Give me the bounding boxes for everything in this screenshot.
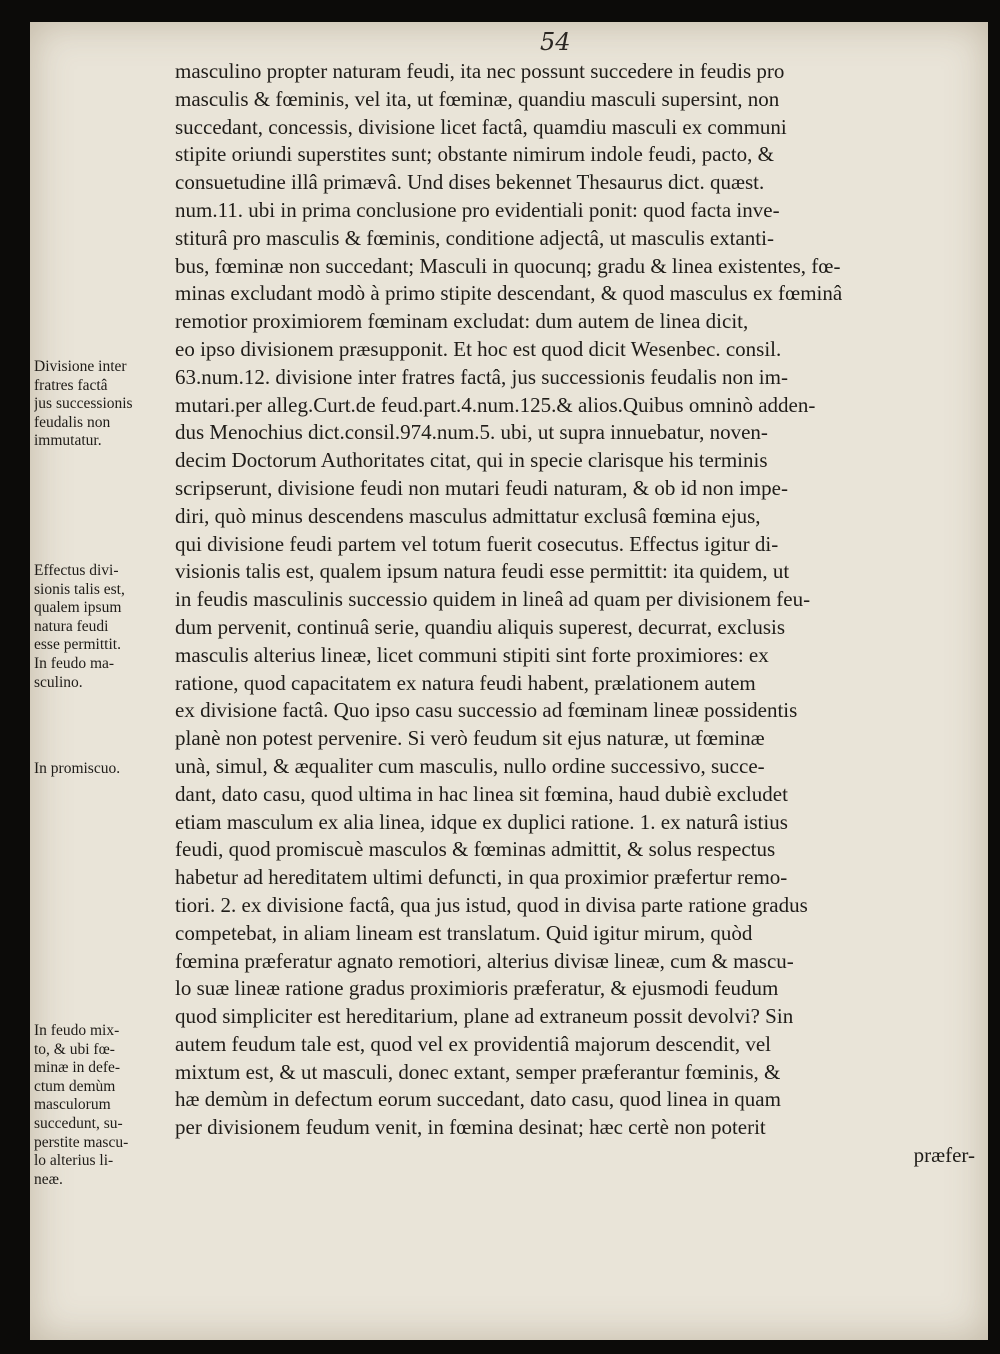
text-line: masculis & fœminis, vel ita, ut fœminæ, quandiu masculi supersint, non	[175, 86, 780, 111]
page-number: 54	[540, 28, 571, 56]
text-line: autem feudum tale est, quod vel ex providentiâ majorum descendit, vel	[175, 1031, 771, 1056]
text-line: remotior proximiorem fœminam excludat: dum autem de linea dicit,	[175, 309, 749, 334]
text-line: per divisionem feudum venit, in fœmina desinat; hæc certè non poterit	[175, 1115, 766, 1140]
text-line: diri, quò minus descendens masculus admittatur exclusâ fœmina ejus,	[175, 503, 761, 528]
text-line: feudi, quod promiscuè masculos & fœminas admittit, & solus respectus	[175, 837, 776, 862]
text-line: lo suæ lineæ ratione gradus proximioris præferatur, & ejusmodi feudum	[175, 976, 779, 1001]
text-line: ex divisione factâ. Quo ipso casu successio ad fœminam lineæ possidentis	[175, 698, 798, 723]
text-line: fœmina præferatur agnato remotiori, alterius divisæ lineæ, cum & mascu-	[175, 948, 794, 973]
text-line: num.11. ubi in prima conclusione pro evidentiali ponit: quod facta inve-	[175, 197, 780, 222]
text-line: consuetudine illâ primævâ. Und dises bekennet Thesaurus dict. quæst.	[175, 170, 765, 195]
text-line: hæ demùm in defectum eorum succedant, dato casu, quod linea in quam	[175, 1087, 781, 1112]
catchword: præfer-	[913, 1143, 975, 1168]
text-line: habetur ad hereditatem ultimi defuncti, in qua proximior præfertur remo-	[175, 865, 788, 890]
text-line: etiam masculum ex alia linea, idque ex duplici ratione. 1. ex naturâ istius	[175, 809, 788, 834]
margin-note-line: In feudo mix-	[34, 1022, 120, 1039]
margin-note-line: feudalis non	[34, 413, 111, 431]
text-line: succedant, concessis, divisione licet factâ, quamdiu masculi ex communi	[175, 114, 787, 139]
margin-note-line: In feudo ma-	[34, 654, 115, 672]
text-line: scripserunt, divisione feudi non mutari feudi naturam, & ob id non impe-	[175, 475, 788, 500]
text-line: ratione, quod capacitatem ex natura feudi habent, prælationem autem	[175, 670, 756, 695]
text-line: visionis talis est, qualem ipsum natura feudi esse permittit: ita quidem, ut	[175, 559, 790, 584]
margin-note-line: succedunt, su-	[34, 1114, 123, 1132]
text-line: dus Menochius dict.consil.974.num.5. ubi, ut supra innuebatur, noven-	[175, 420, 768, 445]
margin-note-line: masculorum	[34, 1096, 111, 1114]
text-line: eo ipso divisionem præsupponit. Et hoc est quod dicit Wesenbec. consil.	[175, 336, 782, 361]
margin-note-line: perstite mascu-	[34, 1133, 129, 1151]
text-line: tiori. 2. ex divisione factâ, qua jus istud, quod in divisa parte ratione gradus	[175, 892, 808, 917]
margin-note-line: Divisione inter	[34, 358, 127, 375]
text-line: masculino propter naturam feudi, ita nec possunt succedere in feudis pro	[175, 59, 785, 83]
margin-note-line: minæ in defe-	[34, 1059, 121, 1077]
margin-note-line: immutatur.	[34, 432, 102, 450]
margin-note	[34, 1022, 174, 1189]
text-line: minas excludant modò à primo stipite descendant, & quod masculus ex fœminâ	[175, 281, 843, 306]
text-line: masculis alterius lineæ, licet communi stipiti sint forte proximiores: ex	[175, 642, 769, 667]
text-line: dum pervenit, continuâ serie, quandiu aliquis superest, decurrat, exclusis	[175, 614, 785, 639]
text-line: stiturâ pro masculis & fœminis, conditione adjectâ, ut masculis extanti-	[175, 225, 774, 250]
margin-note-line: qualem ipsum	[34, 599, 122, 617]
margin-note-line: to, & ubi fœ-	[34, 1040, 115, 1058]
text-line: quod simpliciter est hereditarium, plane ad extraneum possit devolvi? Sin	[175, 1004, 794, 1029]
text-line: mixtum est, & ut masculi, donec extant, semper præferantur fœminis, &	[175, 1059, 781, 1084]
margin-note-line: ctum demùm	[34, 1077, 116, 1095]
text-line: bus, fœminæ non succedant; Masculi in quocunq; gradu & linea existentes, fœ-	[175, 253, 841, 278]
margin-note-line: In promiscuo.	[34, 760, 121, 777]
text-line: competebat, in aliam lineam est translatum. Quid igitur mirum, quòd	[175, 920, 753, 945]
margin-note-line: esse permittit.	[34, 636, 121, 654]
margin-note-line: Effectus divi-	[34, 562, 119, 579]
text-line: in feudis masculinis successio quidem in lineâ ad quam per divisionem feu-	[175, 587, 811, 612]
margin-note	[34, 562, 174, 692]
text-line: planè non potest pervenire. Si verò feudum sit ejus naturæ, ut fœminæ	[175, 726, 765, 751]
book-page	[30, 22, 988, 1340]
text-line: dant, dato casu, quod ultima in hac linea sit fœmina, haud dubiè excludet	[175, 781, 788, 806]
margin-note-line: lo alterius li-	[34, 1152, 114, 1170]
text-line: stipite oriundi superstites sunt; obstante nimirum indole feudi, pacto, &	[175, 142, 775, 167]
main-text-block	[175, 58, 975, 1170]
text-line: 63.num.12. divisione inter fratres factâ, jus successionis feudalis non im-	[175, 364, 788, 389]
text-line: decim Doctorum Authoritates citat, qui in specie clarisque his terminis	[175, 448, 768, 473]
margin-note	[34, 760, 174, 779]
margin-note-line: sionis talis est,	[34, 580, 125, 598]
margin-note-line: natura feudi	[34, 617, 109, 635]
text-line: unà, simul, & æqualiter cum masculis, nullo ordine successivo, succe-	[175, 753, 765, 778]
margin-note-line: neæ.	[34, 1170, 63, 1188]
margin-note-line: sculino.	[34, 673, 83, 691]
text-line: mutari.per alleg.Curt.de feud.part.4.num.125.& alios.Quibus omninò adden-	[175, 392, 816, 417]
margin-note-line: jus successionis	[34, 395, 133, 413]
text-line: qui divisione feudi partem vel totum fuerit cosecutus. Effectus igitur di-	[175, 531, 779, 556]
margin-note	[34, 358, 174, 451]
margin-note-line: fratres factâ	[34, 376, 108, 394]
